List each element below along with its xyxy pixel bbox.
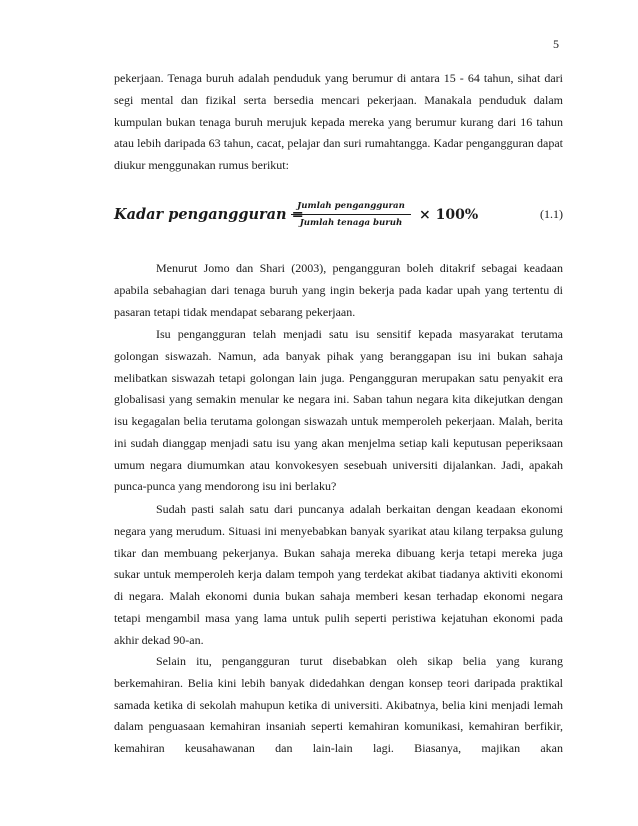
paragraph-economy: Sudah pasti salah satu dari puncanya adalah berkaitan dengan keadaan ekonomi negara yang merudum. Situasi ini menyebabkan banyak syarikat atau kilang terpaksa gulung tikar dan membuang pekerjanya. Bukan sahaja mereka dibuang kerja tetapi mereka juga sukar untuk memperoleh kerja dalam tempoh yang terdekat akibat tiadanya aktiviti ekonomi di negara. Malah ekonomi dunia bukan sahaja memberi kesan terhadap ekonomi negara tetapi mengambil masa yang lama untuk pulih seperti peristiwa kejatuhan ekonomi pada akhir dekad 90-an. xyxy=(114,502,563,647)
formula-numerator: Jumlah pengangguran xyxy=(291,201,411,215)
paragraph-skills: Selain itu, pengangguran turut disebabkan oleh sikap belia yang kurang berkemahiran. Belia kini lebih banyak didedahkan dengan konsep teori daripada praktikal samada ketika di sekolah mahupun ketika di universiti. Akibatnya, belia kini menjadi lemah dalam penguasaan kemahiran insaniah seperti kemahiran komunikasi, kemahiran berfikir, kemahiran keusahawanan dan lain-lain lagi. Biasanya, majikan akan xyxy=(114,654,563,755)
paragraph-issue: Isu pengangguran telah menjadi satu isu sensitif kepada masyarakat terutama golongan siswazah. Namun, ada banyak pihak yang beranggapan isu ini bukan sahaja melibatkan siswazah tetapi golongan lain juga. Pengangguran merupakan satu penyakit era globalisasi yang semakin menular ke negara ini. Saban tahun negara kita dikejutkan dengan isu kegagalan belia terutama golongan siswazah untuk memperoleh pekerjaan. Malah, berita ini sudah dianggap menjadi satu isu yang akan menjelma setiap kali keputusan peperiksaan umum negara diumumkan atau konvokesyen sesebuah universiti dijalankan. Jadi, apakah punca-punca yang mendorong isu ini berlaku? xyxy=(114,327,563,494)
page-number: 5 xyxy=(553,37,559,51)
paragraph-definition: Menurut Jomo dan Shari (2003), pengangguran boleh ditakrif sebagai keadaan apabila sebahagian dari tenaga buruh yang ingin bekerja pada kadar upah yang tertentu di pasaran tetapi tidak mendapat sebarang pekerjaan. xyxy=(114,261,563,319)
formula xyxy=(114,201,563,235)
paragraph-intro: pekerjaan. Tenaga buruh adalah penduduk yang berumur di antara 15 - 64 tahun, sihat dari segi mental dan fizikal serta bersedia mencari pekerjaan. Manakala penduduk dalam kumpulan bukan tenaga buruh merujuk kepada mereka yang berumur kurang dari 16 tahun atau lebih daripada 63 tahun, cacat, pelajar dan suri rumahtangga. Kadar pengangguran dapat diukur menggunakan rumus berikut: xyxy=(114,71,563,172)
formula-lhs: Kadar pengangguran = xyxy=(114,206,304,223)
equation-number: (1.1) xyxy=(540,207,563,221)
formula-multiplier: × 100% xyxy=(419,207,479,223)
formula-denominator: Jumlah tenaga buruh xyxy=(299,218,403,228)
formula-fraction xyxy=(291,201,411,228)
